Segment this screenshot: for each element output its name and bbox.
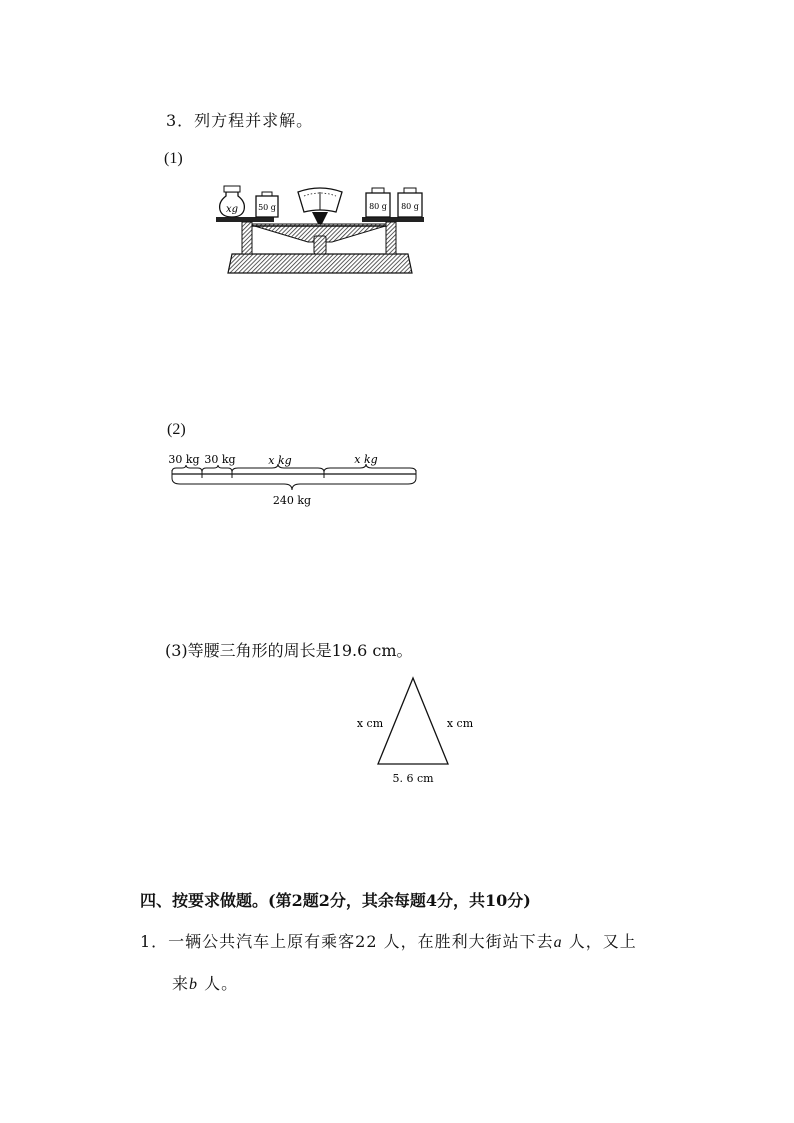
segment-total-label: 240 kg (272, 494, 312, 507)
part-1-label: (1) (164, 150, 183, 167)
segment-label-4: x kg (354, 453, 378, 466)
left-pan (216, 217, 274, 222)
section-4-heading: 四、按要求做题。(第2题2分，其余每题4分，共10分) (140, 891, 531, 910)
problem-1-text-a: 1．一辆公共汽车上原有乘客22 人，在胜利大街站下去 (140, 932, 554, 951)
variable-a: a (553, 934, 563, 951)
segment-label-2: 30 kg (204, 453, 236, 466)
segment-label-1: 30 kg (168, 453, 200, 466)
part-2-label: (2) (167, 421, 186, 438)
weight-50g-label: 50 g (258, 203, 276, 212)
scale-base (228, 254, 412, 273)
variable-b: b (189, 976, 199, 993)
problem-1-text-d: 人。 (198, 974, 239, 993)
segment-diagram (160, 448, 430, 512)
problem-1-text-b: 人，又上 (562, 932, 637, 951)
triangle-right-side-label: x cm (446, 717, 474, 730)
problem-1-line-1 (140, 929, 637, 952)
isosceles-triangle-diagram (348, 672, 488, 788)
problem-1-line-2 (172, 971, 238, 994)
weight-80g-1-label: 80 g (369, 202, 387, 211)
triangle-left-side-label: x cm (356, 717, 384, 730)
triangle-base-label: 5. 6 cm (392, 772, 434, 785)
right-pan (362, 217, 424, 222)
problem-1-text-c: 来 (172, 974, 190, 993)
segment-label-3: x kg (268, 454, 292, 467)
question-3-title: 3．列方程并求解。 (166, 111, 314, 130)
balance-scale-illustration (212, 180, 424, 278)
weight-80g-2-label: 80 g (401, 202, 419, 211)
triangle-shape (378, 678, 448, 764)
part-3-text: (3)等腰三角形的周长是19.6 cm。 (165, 641, 413, 660)
pot-label: xg (225, 204, 239, 215)
